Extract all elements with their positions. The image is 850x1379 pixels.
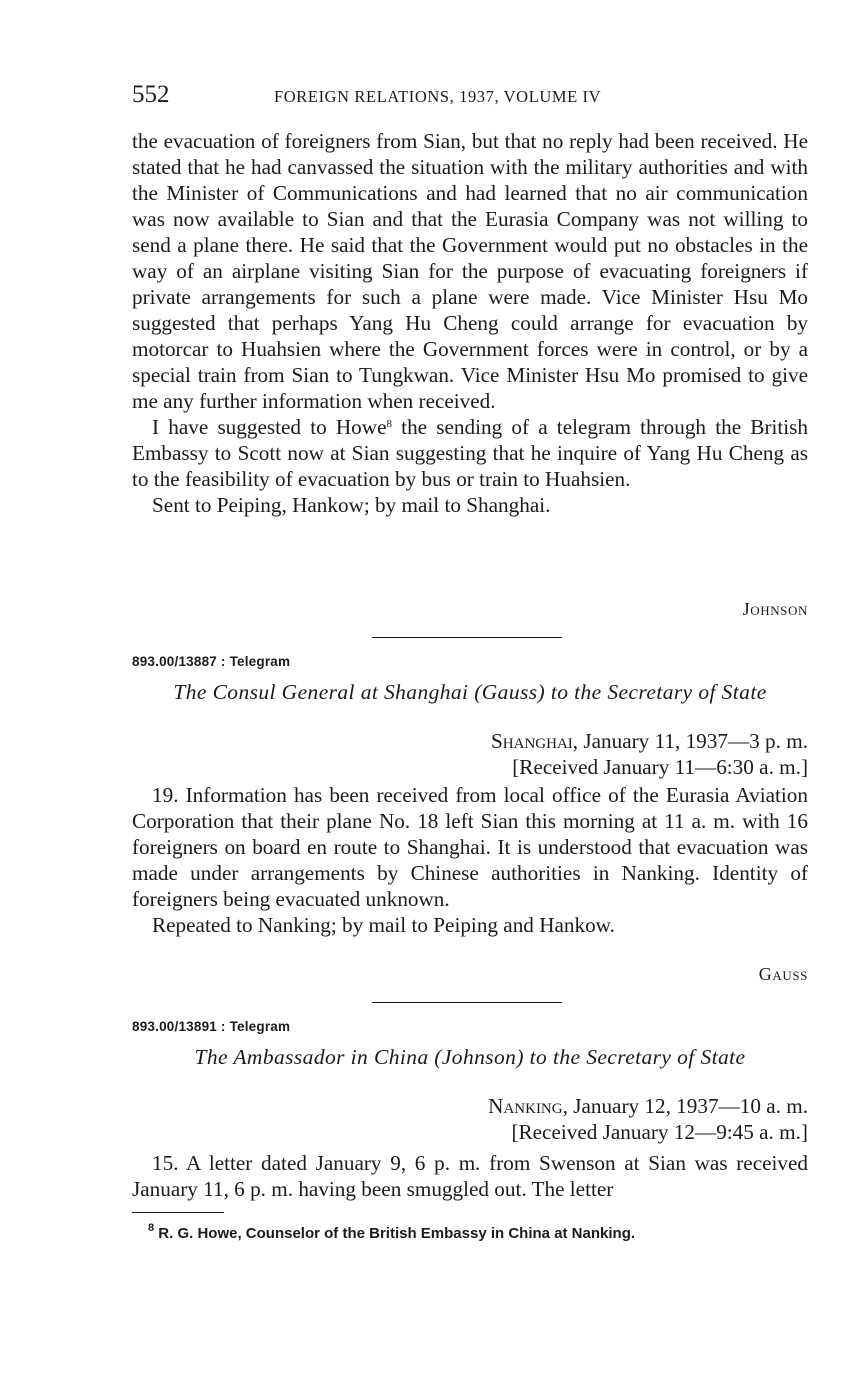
section-3-date: , January 12, 1937—10 a. m. [562,1094,808,1118]
section-2-paragraph-2: Repeated to Nanking; by mail to Peiping and Hankow. [152,913,615,937]
section-2-dateline [491,728,808,754]
footnote-text: R. G. Howe, Counselor of the British Embassy in China at Nanking. [154,1225,636,1242]
section-3-title: The Ambassador in China (Johnson) to the Secretary of State [194,1045,746,1069]
section-2-file-reference: 893.00/13887 : Telegram [132,654,291,669]
section-2-date: , January 11, 1937—3 p. m. [572,729,808,753]
section-2-title: The Consul General at Shanghai (Gauss) to the Secretary of State [173,680,767,704]
section-divider [372,637,562,638]
section-3-file-reference: 893.00/13891 : Telegram [132,1019,291,1034]
section-3-dateline [488,1093,808,1119]
section-3-received: [Received January 12—9:45 a. m.] [511,1120,808,1144]
section-2-received: [Received January 11—6:30 a. m.] [512,755,808,779]
section-divider [372,1002,562,1003]
section-3-body [132,1150,808,1202]
running-head: FOREIGN RELATIONS, 1937, VOLUME IV [274,87,602,106]
footnote-mark: 8 [148,1222,155,1234]
section-3-place: Nanking [488,1094,563,1118]
page-number: 552 [132,81,170,108]
section-1-body [132,128,808,518]
footnote [148,1224,635,1244]
section-1-paragraph-2 [132,414,808,492]
page-header [132,80,808,110]
footnote-rule [132,1212,224,1213]
section-1-paragraph-3: Sent to Peiping, Hankow; by mail to Shanghai. [152,493,551,517]
section-1-signature: Johnson [742,599,808,619]
section-2-body [132,782,808,938]
section-1-paragraph-2-start: I have suggested to Howe [152,415,387,439]
section-2-signature: Gauss [758,964,808,984]
section-1-paragraph-2-rest: the sending of a telegram through the British Embassy to Scott now at Sian suggesting that he inquire of Yang Hu Cheng as to the feasibility of evacuation by bus or train to Huahsien. [132,415,808,491]
footnote-reference: 8 [386,418,392,430]
section-2-paragraph-1: 19. Information has been received from local office of the Eurasia Aviation Corporation that their plane No. 18 left Sian this morning at 11 a. m. with 16 foreigners on board en route to Shanghai. It is understood that evacuation was made under arrangements by Chinese authorities in Nanking. Identity of foreigners being evacuated unknown. [132,783,808,911]
section-1-paragraph-1: the evacuation of foreigners from Sian, but that no reply had been received. He stated that he had canvassed the situation with the military authorities and with the Minister of Communications and had learned that no air communication was now available to Sian and that the Eurasia Company was not willing to send a plane there. He said that the Government would put no obstacles in the way of an airplane visiting Sian for the purpose of evacuating foreigners if private arrangements for such a plane were made. Vice Minister Hsu Mo suggested that perhaps Yang Hu Cheng could arrange for evacuation by motorcar to Huahsien where the Government forces were in control, or by a special train from Sian to Tungkwan. Vice Minister Hsu Mo promised to give me any further information when received. [132,129,808,413]
section-2-place: Shanghai [491,729,573,753]
section-3-paragraph-1: 15. A letter dated January 9, 6 p. m. from Swenson at Sian was received January 11, 6 p. m. having been smuggled out. The letter [132,1151,808,1201]
